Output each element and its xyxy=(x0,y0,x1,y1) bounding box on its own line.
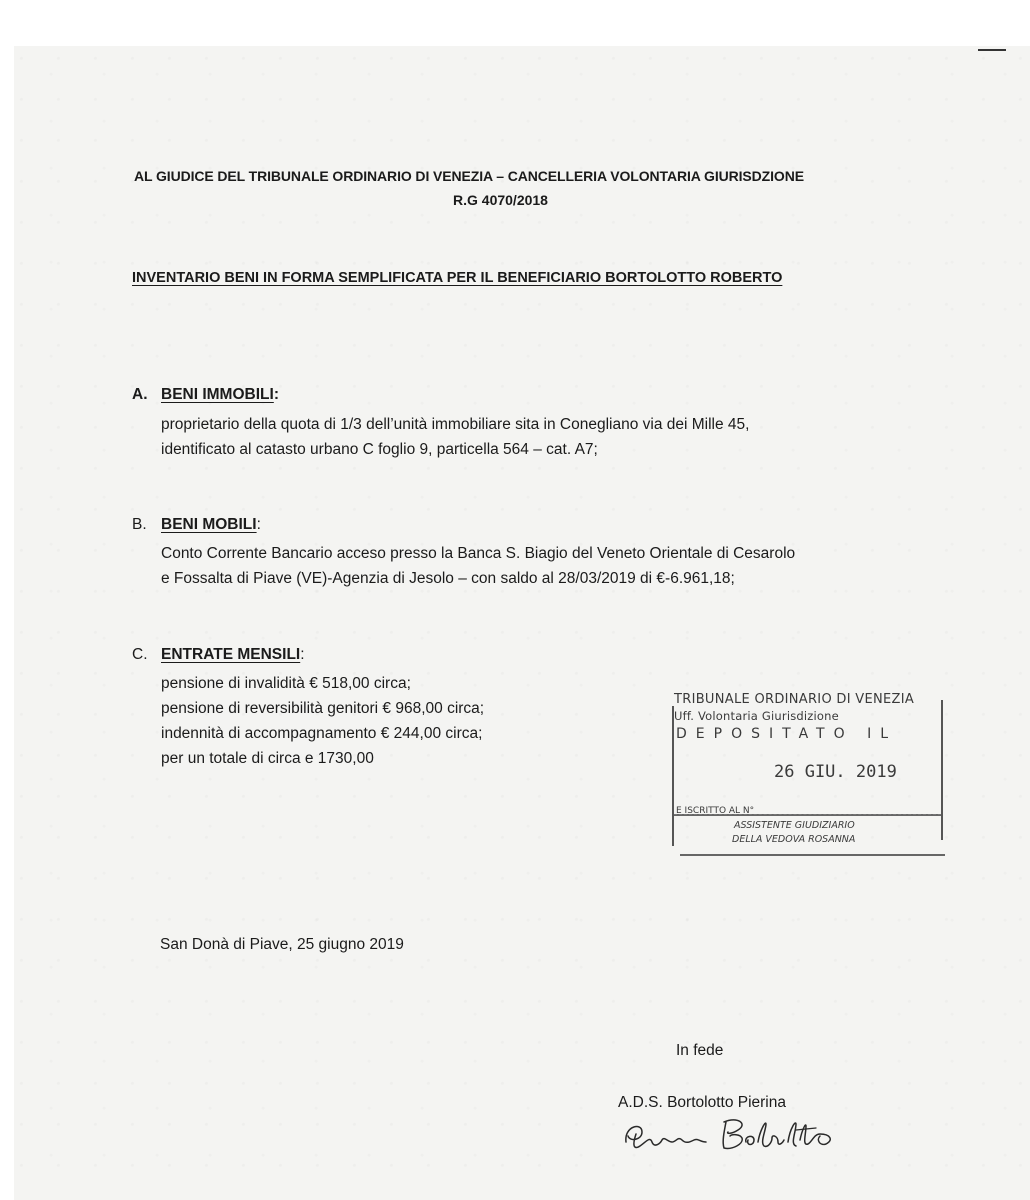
stamp-court: TRIBUNALE ORDINARIO DI VENEZIA xyxy=(674,692,915,707)
section-a-line-1: proprietario della quota di 1/3 dell’unità immobiliare sita in Conegliano via dei Mille 45, xyxy=(161,416,750,433)
document-title: INVENTARIO BENI IN FORMA SEMPLIFICATA PER IL BENEFICIARIO BORTOLOTTO ROBERTO xyxy=(132,270,783,286)
stamp-assistant-name: DELLA VEDOVA ROSANNA xyxy=(732,834,856,845)
scanned-page xyxy=(14,46,1030,1200)
stamp-border-left xyxy=(672,706,674,846)
stamp-date: 26 GIU. 2019 xyxy=(774,762,897,782)
stamp-registered: E ISCRITTO AL N° xyxy=(676,806,755,816)
stamp-border-bottom xyxy=(680,854,945,856)
header-court: AL GIUDICE DEL TRIBUNALE ORDINARIO DI VENEZIA – CANCELLERIA VOLONTARIA GIURISDZIONE xyxy=(134,168,804,184)
header-case-number: R.G 4070/2018 xyxy=(453,192,548,208)
corner-mark xyxy=(978,49,1006,51)
signer-name: A.D.S. Bortolotto Pierina xyxy=(618,1094,786,1111)
section-c-heading: ENTRATE MENSILI: xyxy=(161,646,305,663)
closing: In fede xyxy=(676,1042,724,1059)
stamp-office: Uff. Volontaria Giurisdizione xyxy=(674,709,839,723)
section-a-heading: BENI IMMOBILI: xyxy=(161,386,279,403)
stamp-assistant-title: ASSISTENTE GIUDIZIARIO xyxy=(734,820,855,831)
section-b-letter: B. xyxy=(132,516,147,533)
section-c-line-1: pensione di invalidità € 518,00 circa; xyxy=(161,675,411,692)
section-b-line-1: Conto Corrente Bancario acceso presso la Banca S. Biagio del Veneto Orientale di Cesarolo xyxy=(161,545,796,562)
section-c-line-2: pensione di reversibilità genitori € 968,00 circa; xyxy=(161,700,485,717)
section-b-heading: BENI MOBILI: xyxy=(161,516,261,533)
place-date: San Donà di Piave, 25 giugno 2019 xyxy=(160,936,404,953)
section-c-line-3: indennità di accompagnamento € 244,00 circa; xyxy=(161,725,483,742)
section-c-line-4: per un totale di circa e 1730,00 xyxy=(161,750,374,767)
section-b-line-2: e Fossalta di Piave (VE)-Agenzia di Jesolo – con saldo al 28/03/2019 di €-6.961,18; xyxy=(161,570,735,587)
deposit-stamp xyxy=(670,692,946,858)
stamp-border-right xyxy=(941,700,943,840)
section-a-letter: A. xyxy=(132,386,148,403)
stamp-deposited: DEPOSITATO IL xyxy=(676,726,898,742)
section-c-letter: C. xyxy=(132,646,148,663)
section-a-line-2: identificato al catasto urbano C foglio 9, particella 564 – cat. A7; xyxy=(161,441,598,458)
handwritten-signature xyxy=(620,1112,870,1156)
